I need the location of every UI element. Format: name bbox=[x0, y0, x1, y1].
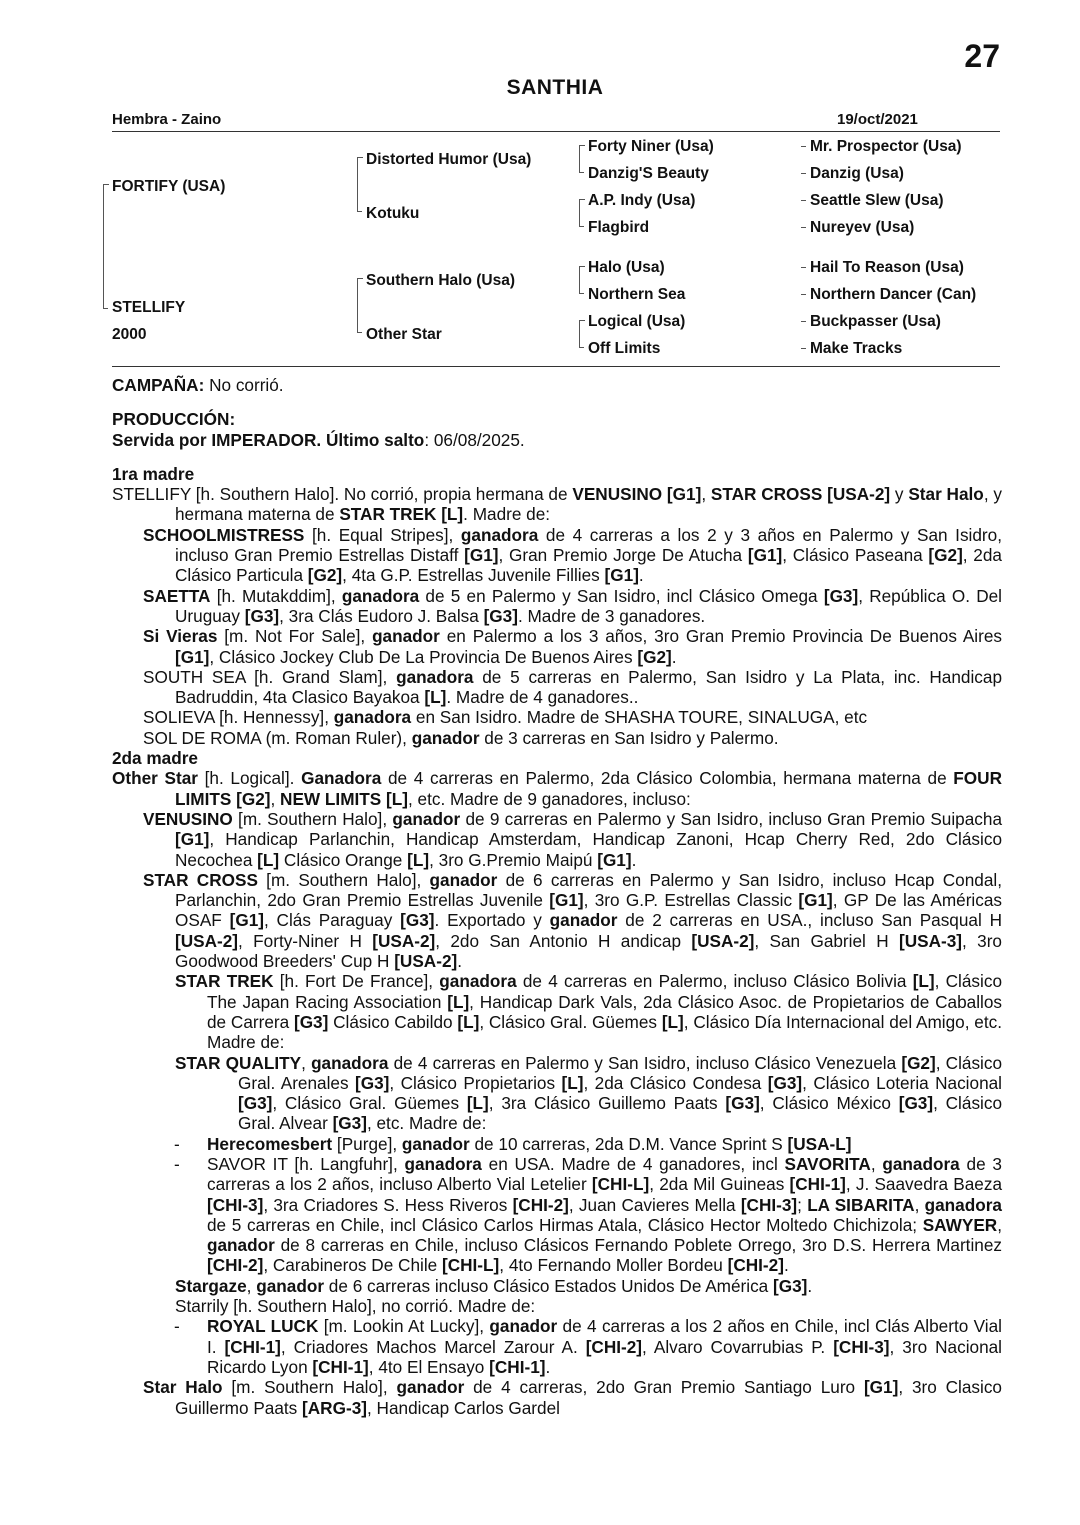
produce-entry bbox=[112, 1316, 1002, 1377]
pedigree-gen3: Flagbird bbox=[588, 219, 650, 236]
bold-run: ganador bbox=[489, 1316, 558, 1337]
campaign-line bbox=[112, 375, 1002, 395]
produce-entry: Starrily [h. Southern Halo], no corrió. Madre de: bbox=[175, 1296, 536, 1317]
bold-run: [G1] bbox=[549, 890, 584, 911]
bold-run: [CHI-2] bbox=[512, 1194, 569, 1215]
bold-run: SAWYER bbox=[922, 1214, 998, 1235]
bold-run: [L] bbox=[257, 849, 280, 870]
pedigree-gen3: Northern Sea bbox=[588, 286, 686, 303]
sex-color: Hembra - Zaino bbox=[112, 111, 222, 128]
bold-run: [L] bbox=[447, 991, 470, 1012]
pedigree-bracket bbox=[357, 278, 363, 333]
produce-entry: Star Halo [m. Southern Halo], ganador de 4 carreras, 2do Gran Premio Santiago Luro [G1], 3ro Clasico Guillermo Paats [ARG-3], Handicap Carlos Gardel bbox=[143, 1377, 1002, 1418]
production-line bbox=[112, 430, 1002, 450]
bold-run: [G1] bbox=[175, 829, 210, 850]
last-cover-date: : 06/08/2025. bbox=[424, 429, 525, 450]
bold-run: [G2] bbox=[637, 646, 672, 667]
bold-run: [G3] bbox=[332, 1113, 367, 1134]
bold-run: Other Star bbox=[112, 768, 198, 789]
pedigree-sire: FORTIFY (USA) bbox=[112, 178, 226, 195]
bold-run: [CHI-1] bbox=[312, 1356, 369, 1377]
lot-number: 27 bbox=[964, 38, 1000, 74]
bold-run: [L] bbox=[424, 687, 447, 708]
bold-run: [L] bbox=[457, 1011, 480, 1032]
pedigree-bracket bbox=[801, 227, 806, 228]
bold-run: SCHOOLMISTRESS bbox=[143, 524, 305, 545]
bold-run: [G3] bbox=[483, 605, 518, 626]
bold-run: [CHI-1] bbox=[789, 1174, 846, 1195]
bold-run: [ARG-3] bbox=[302, 1397, 367, 1418]
bold-run: [USA-2] bbox=[175, 930, 239, 951]
bold-run: ganadora bbox=[311, 1052, 389, 1073]
pedigree-bracket bbox=[103, 308, 108, 309]
pedigree-gen4: Mr. Prospector (Usa) bbox=[810, 138, 962, 155]
pedigree-bracket bbox=[579, 226, 584, 227]
pedigree-bracket bbox=[801, 267, 806, 268]
pedigree-bracket bbox=[357, 332, 362, 333]
produce-entry: STAR CROSS [m. Southern Halo], ganador de 6 carreras en Palermo y San Isidro, incluso Hcap Condal, Parlanchin, 2do Gran Premio Estrellas Juvenile [G1], 3ro G.P. Estrellas Classic [G1], GP De las Américas OSAF [G1], Clás Paraguay [G3]. Exportado y ganador de 2 carreras en USA., incluso San Pasqual H [USA-2], Forty-Niner H [USA-2], 2do San Antonio H andicap [USA-2], San Gabriel H [USA-3], 3ro Goodwood Breeders' Cup H [USA-2]. bbox=[143, 869, 1003, 972]
campaign-label: CAMPAÑA: bbox=[112, 375, 205, 395]
list-dash: - bbox=[174, 1316, 180, 1337]
bold-run: [L] bbox=[466, 1093, 489, 1114]
produce-entry: SAETTA [h. Mutakddim], ganadora de 5 en Palermo y San Isidro, incl Clásico Omega [G3], República O. Del Uruguay [G3], 3ra Clás Eudoro J. Balsa [G3]. Madre de 3 ganadores. bbox=[143, 585, 1003, 626]
pedigree-gen4: Danzig (Usa) bbox=[810, 165, 904, 182]
bold-run: [USA-2] bbox=[372, 930, 436, 951]
bold-run: STAR TREK [L] bbox=[339, 504, 464, 525]
bold-run: [G1] bbox=[863, 1377, 899, 1398]
pedigree-gen4: Northern Dancer (Can) bbox=[810, 286, 977, 303]
pedigree-bracket bbox=[579, 347, 584, 348]
bold-run: ganador bbox=[549, 910, 618, 931]
entry-text: ROYAL LUCK [m. Lookin At Lucky], ganador de 4 carreras a los 2 años en Chile, incl Clás Alberto Vial I. [CHI-1], Criadores Machos Marcel Zarour A. [CHI-2], Alvaro Covarrubias P. [CHI-3], 3ro Nacional Ricardo Lyon [CHI-1], 4to El Ensayo [CHI-1]. bbox=[207, 1316, 1003, 1377]
header-rule bbox=[112, 131, 1000, 132]
pedigree-dam-year: 2000 bbox=[112, 326, 147, 343]
bold-run: SAETTA bbox=[143, 585, 211, 606]
bold-run: ganador bbox=[207, 1235, 275, 1256]
bold-run: [G2] bbox=[928, 545, 963, 566]
catalog-text bbox=[112, 375, 1002, 1418]
stallion-name: IMPERADOR bbox=[211, 429, 317, 450]
bold-run: [CHI-L] bbox=[591, 1174, 650, 1195]
pedigree-bracket bbox=[579, 266, 585, 294]
bold-run: ganador bbox=[372, 626, 440, 647]
bold-run: [G3] bbox=[773, 1275, 808, 1296]
pedigree-dam: STELLIFY bbox=[112, 299, 186, 316]
produce-entry: STAR TREK [h. Fort De France], ganadora de 4 carreras en Palermo, incluso Clásico Bolivia [L], Clásico The Japan Racing Association [L], Handicap Dark Vals, 2da Clásico Asoc. de Propietarios de Caballos de Carrera [G3] Clásico Cabildo [L], Clásico Gral. Güemes [L], Clásico Día Internacional del Amigo, etc. Madre de: bbox=[175, 971, 1003, 1053]
bold-run: [CHI-3] bbox=[207, 1194, 264, 1215]
pedigree-bracket bbox=[801, 146, 806, 147]
bold-run: ganadora bbox=[882, 1153, 960, 1174]
bold-run: ganadora bbox=[404, 1153, 482, 1174]
pedigree-bracket bbox=[579, 293, 584, 294]
bold-run: Si Vieras bbox=[143, 626, 218, 647]
produce-entry: Si Vieras [m. Not For Sale], ganador en Palermo a los 3 años, 3ro Gran Premio Provincia De Buenos Aires [G1], Clásico Jockey Club De La Provincia De Buenos Aires [G2]. bbox=[143, 626, 1002, 667]
bold-run: STAR TREK bbox=[175, 971, 274, 992]
bold-run: SAVORITA bbox=[784, 1153, 871, 1174]
produce-entry bbox=[112, 1154, 1002, 1276]
bold-run: [G3] bbox=[767, 1072, 803, 1093]
pedigree-gen2: Kotuku bbox=[366, 205, 420, 222]
bold-run: [USA-3] bbox=[898, 930, 963, 951]
pedigree-gen3: Off Limits bbox=[588, 340, 661, 357]
bold-run: Stargaze bbox=[175, 1275, 247, 1296]
served-prefix: Servida por bbox=[112, 429, 212, 450]
bold-run: [USA-2] bbox=[394, 951, 458, 972]
pedigree-bracket bbox=[801, 200, 806, 201]
pedigree-gen3: Logical (Usa) bbox=[588, 313, 686, 330]
bold-run: ganador bbox=[396, 1377, 465, 1398]
bold-run: [G2] bbox=[307, 565, 343, 586]
entry-text: Herecomesbert [Purge], ganador de 10 carreras, 2da D.M. Vance Sprint S [USA-L] bbox=[207, 1133, 852, 1154]
bold-run: [G3] bbox=[400, 910, 435, 931]
bold-run: [USA-L] bbox=[787, 1133, 852, 1154]
bold-run: Herecomesbert bbox=[207, 1133, 333, 1154]
produce-entry: SOL DE ROMA (m. Roman Ruler), ganador de 3 carreras en San Isidro y Palermo. bbox=[143, 727, 779, 748]
bold-run: [USA-2] bbox=[691, 930, 755, 951]
pedigree-gen4: Hail To Reason (Usa) bbox=[810, 259, 964, 276]
pedigree-gen3: Danzig'S Beauty bbox=[588, 165, 709, 182]
bold-run: [L] bbox=[912, 971, 935, 992]
list-dash: - bbox=[174, 1153, 180, 1174]
bold-run: [G3] bbox=[238, 1093, 273, 1114]
list-dash: - bbox=[174, 1133, 180, 1154]
produce-entry: STAR QUALITY, ganadora de 4 carreras en Palermo y San Isidro, incluso Clásico Venezuela [G2], Clásico Gral. Arenales [G3], Clásico Propietarios [L], 2da Clásico Condesa [G3], Clásico Loteria Nacional [G3], Clásico Gral. Güemes [L], 3ra Clásico Guillemo Paats [G3], Clásico México [G3], Clásico Gral. Alvear [G3], etc. Madre de: bbox=[175, 1052, 1003, 1134]
birth-date: 19/oct/2021 bbox=[837, 111, 918, 128]
produce-entry: Stargaze, ganador de 6 carreras incluso Clásico Estados Unidos De América [G3]. bbox=[175, 1275, 813, 1296]
produce-entry: VENUSINO [m. Southern Halo], ganador de 9 carreras en Palermo y San Isidro, incluso Gran Premio Suipacha [G1], Handicap Parlanchin, Handicap Amsterdam, Handicap Zanoni, Hcap Cherry Red, 2do Clásico Necochea [L] Clásico Orange [L], 3ro G.Premio Maipú [G1]. bbox=[143, 808, 1003, 870]
bold-run: ganadora bbox=[460, 524, 539, 545]
produce-entry: SOUTH SEA [h. Grand Slam], ganadora de 5 carreras en Palermo, San Isidro y La Plata, inc. Handicap Badruddin, 4ta Clasico Bayakoa [L]. Madre de 4 ganadores.. bbox=[143, 666, 1002, 708]
bold-run: [G3] bbox=[244, 605, 280, 626]
bold-run: ganador bbox=[256, 1275, 325, 1296]
bold-run: [G3] bbox=[725, 1093, 760, 1114]
pedigree-gen2: Southern Halo (Usa) bbox=[366, 272, 515, 289]
bold-run: ROYAL LUCK bbox=[207, 1316, 319, 1337]
bold-run: ganador bbox=[392, 808, 461, 829]
bold-run: NEW LIMITS [L] bbox=[280, 788, 408, 809]
pedigree-rule bbox=[112, 366, 1000, 367]
pedigree-gen4: Nureyev (Usa) bbox=[810, 219, 915, 236]
first-dam-intro: STELLIFY [h. Southern Halo]. No corrió, propia hermana de VENUSINO [G1], STAR CROSS [USA-2] y Star Halo, y hermana materna de STAR TREK [L]. Madre de: bbox=[112, 484, 1002, 525]
produce-entry: SCHOOLMISTRESS [h. Equal Stripes], ganadora de 4 carreras a los 2 y 3 años en Palermo y San Isidro, incluso Gran Premio Estrellas Distaff [G1], Gran Premio Jorge De Atucha [G1], Clásico Paseana [G2], 2da Clásico Particula [G2], 4ta G.P. Estrellas Juvenile Fillies [G1]. bbox=[143, 524, 1002, 586]
bold-run: [CHI-3] bbox=[833, 1336, 890, 1357]
second-dam-heading: 2da madre bbox=[112, 748, 198, 769]
pedigree-bracket bbox=[801, 348, 806, 349]
bold-run: [G3] bbox=[898, 1093, 934, 1114]
pedigree-bracket bbox=[103, 184, 109, 309]
pedigree-bracket bbox=[579, 320, 585, 348]
bold-run: ganador bbox=[411, 727, 480, 748]
bold-run: [L] bbox=[407, 849, 430, 870]
pedigree-bracket bbox=[357, 157, 363, 212]
bold-run: VENUSINO [G1] bbox=[572, 484, 702, 505]
bold-run: [G1] bbox=[175, 646, 210, 667]
pedigree-gen2: Other Star bbox=[366, 326, 442, 343]
pedigree-bracket bbox=[801, 321, 806, 322]
bold-run: STAR CROSS [USA-2] bbox=[710, 484, 891, 505]
bold-run: [G3] bbox=[355, 1072, 390, 1093]
bold-run: [CHI-L] bbox=[441, 1255, 500, 1276]
pedigree-gen3: Halo (Usa) bbox=[588, 259, 665, 276]
pedigree-bracket bbox=[357, 211, 362, 212]
bold-run: ganadora bbox=[333, 707, 412, 728]
bold-run: [G2] bbox=[901, 1052, 936, 1073]
pedigree-bracket bbox=[579, 199, 585, 227]
pedigree-bracket bbox=[579, 145, 585, 173]
last-cover-label: . Último salto bbox=[316, 429, 425, 450]
produce-entry bbox=[112, 1134, 1002, 1154]
pedigree-bracket bbox=[801, 173, 806, 174]
pedigree-gen4: Seattle Slew (Usa) bbox=[810, 192, 944, 209]
bold-run: [G1] bbox=[229, 910, 264, 931]
pedigree-gen3: A.P. Indy (Usa) bbox=[588, 192, 696, 209]
bold-run: ganador bbox=[429, 869, 498, 890]
bold-run: [G3] bbox=[823, 585, 859, 606]
bold-run: [G1] bbox=[597, 849, 632, 870]
pedigree-bracket bbox=[801, 294, 806, 295]
horse-name: SANTHIA bbox=[506, 76, 604, 99]
production-label: PRODUCCIÓN: bbox=[112, 409, 236, 430]
bold-run: LA SIBARITA bbox=[807, 1194, 915, 1215]
pedigree-gen4: Make Tracks bbox=[810, 340, 903, 357]
pedigree-bracket bbox=[579, 172, 584, 173]
pedigree-gen2: Distorted Humor (Usa) bbox=[366, 151, 532, 168]
bold-run: [CHI-2] bbox=[207, 1255, 264, 1276]
bold-run: [CHI-2] bbox=[585, 1336, 643, 1357]
bold-run: ganadora bbox=[341, 585, 420, 606]
bold-run: Ganadora bbox=[301, 768, 382, 789]
second-dam-intro: Other Star [h. Logical]. Ganadora de 4 carreras en Palermo, 2da Clásico Colombia, hermana materna de FOUR LIMITS [G2], NEW LIMITS [L], etc. Madre de 9 ganadores, incluso: bbox=[112, 768, 1002, 809]
bold-run: ganador bbox=[401, 1133, 470, 1154]
produce-entry: SOLIEVA [h. Hennessy], ganadora en San Isidro. Madre de SHASHA TOURE, SINALUGA, etc bbox=[143, 707, 868, 728]
bold-run: [G1] bbox=[798, 890, 833, 911]
bold-run: [CHI-3] bbox=[740, 1194, 798, 1215]
bold-run: STAR QUALITY bbox=[175, 1052, 302, 1073]
pedigree-gen3: Forty Niner (Usa) bbox=[588, 138, 714, 155]
bold-run: [G1] bbox=[604, 565, 639, 586]
bold-run: [G1] bbox=[747, 545, 783, 566]
bold-run: [L] bbox=[661, 1011, 684, 1032]
bold-run: [CHI-1] bbox=[489, 1356, 546, 1377]
campaign-value: No corrió. bbox=[204, 375, 284, 395]
bold-run: Star Halo bbox=[143, 1377, 223, 1398]
bold-run: ganadora bbox=[439, 971, 517, 992]
bold-run: [G1] bbox=[464, 545, 499, 566]
entry-text: SAVOR IT [h. Langfuhr], ganadora en USA. Madre de 4 ganadores, incl SAVORITA, ganadora de 3 carreras a los 2 años, incluso Alberto Vial Letelier [CHI-L], 2da Mil Guineas [CHI-1], J. Saavedra Baeza [CHI-3], 3ra Criadores S. Hess Riveros [CHI-2], Juan Cavieres Mella [CHI-3]; LA SIBARITA, ganadora de 5 carreras en Chile, incl Clásico Carlos Hirmas Atala, Clásico Hector Moltedo Chichizola; SAWYER, ganador de 8 carreras en Chile, incluso Clásicos Fernando Poblete Orrego, 3ro D.S. Herrera Martinez [CHI-2], Carabineros De Chile [CHI-L], 4to Fernando Moller Bordeu [CHI-2]. bbox=[207, 1153, 1002, 1276]
bold-run: ganadora bbox=[396, 666, 474, 687]
bold-run: ganadora bbox=[924, 1194, 1002, 1215]
bold-run: Star Halo bbox=[908, 484, 984, 505]
bold-run: [L] bbox=[561, 1072, 584, 1093]
bold-run: FOUR LIMITS [G2] bbox=[175, 768, 1002, 809]
pedigree-gen4: Buckpasser (Usa) bbox=[810, 313, 941, 330]
bold-run: STAR CROSS bbox=[143, 869, 258, 890]
bold-run: [CHI-1] bbox=[224, 1336, 281, 1357]
bold-run: [G3] bbox=[293, 1011, 329, 1032]
bold-run: [CHI-2] bbox=[727, 1255, 784, 1276]
bold-run: VENUSINO bbox=[143, 808, 233, 829]
first-dam-heading: 1ra madre bbox=[112, 463, 195, 484]
